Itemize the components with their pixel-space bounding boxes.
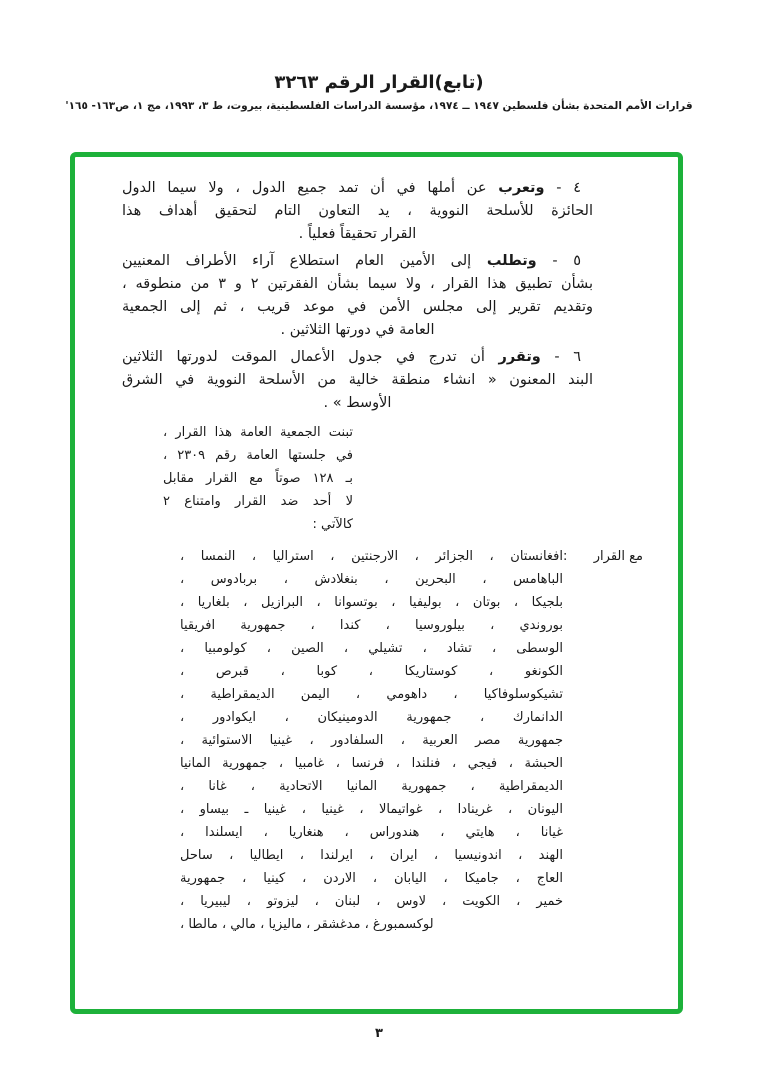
paragraph-4-keyword: وتعرب — [498, 180, 545, 196]
with-resolution-colon: : — [563, 549, 568, 564]
citation-line: قرارات الأمم المتحدة بشأن فلسطين ١٩٤٧ ــ ١٩٧٤، مؤسسة الدراسات الفلسطينية، بيروت، ط ٣، ١٩٩٣، مج ١، ص١٦٣- ١٦٥' — [65, 100, 693, 112]
paragraph-5 — [122, 250, 593, 342]
paragraph-4-text: عن أملها في أن تمد جميع الدول ، ولا سيما الدول — [122, 180, 487, 196]
paragraph-6 — [122, 346, 593, 415]
paragraph-5-text: إلى الأمين العام استطلاع آراء الأطراف المعنيين — [122, 253, 472, 269]
resolution-highlight-box — [70, 152, 683, 1014]
paragraph-6-text: أن تدرج في جدول الأعمال الموقت لدورتها الثلاثين — [122, 349, 485, 365]
page-number: ٣ — [375, 1026, 383, 1041]
paragraph-4-first-line — [122, 177, 593, 200]
paragraph-5-keyword: وتطلب — [486, 253, 537, 269]
page-title: (تابع)القرار الرقم ٣٢٦٣ — [274, 72, 484, 93]
paragraph-4-lines: الحائزة للأسلحة النووية ، يد التعاون التام لتحقيق أهداف هذا القرار تحقيقاً فعلياً . — [122, 203, 593, 242]
country-list: افغانستان ، الجزائر ، الارجنتين ، استراليا ، النمسا ، الباهامس ، البحرين ، بنغلادش ، بربادوس ، بلجيكا ، بوتان ، بوليفيا ، بوتسوانا ، البرازيل ، بلغاريا ، بوروندي ، بيلوروسيا ، كندا ، جمهورية افريقيا الوسطى ، تشاد ، تشيلي ، الصين ، كولومبيا ، الكونغو ، كوستاريكا ، كوبا ، قبرص ، تشيكوسلوفاكيا ، داهومي ، اليمن الديمقراطية ، الدانمارك ، جمهورية الدومينيكان ، ايكوادور ، جمهورية مصر العربية ، السلفادور ، غينيا الاستوائية ، الحبشة ، فيجي ، فنلندا ، فرنسا ، غامبيا ، جمهورية المانيا الديمقراطية ، جمهورية المانيا الاتحادية ، غانا ، اليونان ، غرينادا ، غواتيمالا ، غينيا ، غينيا ـ بيساو ، غيانا ، هايتي ، هندوراس ، هنغاريا ، ايسلندا ، الهند ، اندونيسيا ، ايران ، ايرلندا ، ايطاليا ، ساحل العاج ، جاميكا ، اليابان ، الاردن ، كينيا ، جمهورية خمير ، الكويت ، لاوس ، لبنان ، ليزوتو ، ليبيريا ، لوكسمبورغ ، مدغشقر ، ماليزيا ، مالي ، مالطا ، — [180, 549, 563, 932]
resolution-paragraphs — [122, 177, 593, 415]
paragraph-4-number: ٤ - — [556, 180, 582, 196]
paragraph-6-first-line — [122, 346, 593, 369]
document-header — [0, 72, 758, 112]
paragraph-6-keyword: وتقرر — [498, 349, 541, 365]
paragraph-4 — [122, 177, 593, 246]
paragraph-5-lines: بشأن تطبيق هذا القرار ، ولا سيما بشأن الفقرتين ٢ و ٣ من منطوقه ، وتقديم تقرير إلى مجلس الأمن في موعد قريب ، ثم إلى الجمعية العامة في دورتها الثلاثين . — [122, 276, 593, 338]
with-resolution-label-text: مع القرار — [593, 549, 643, 564]
paragraph-6-lines: البند المعنون « انشاء منطقة خالية من الأسلحة النووية في الشرق الأوسط » . — [122, 372, 593, 411]
with-resolution-section — [180, 545, 643, 936]
paragraph-5-number: ٥ - — [552, 253, 581, 269]
paragraph-6-number: ٦ - — [554, 349, 582, 365]
paragraph-5-first-line — [122, 250, 593, 273]
with-resolution-label — [563, 545, 643, 936]
vote-summary: تبنت الجمعية العامة هذا القرار ، في جلستها العامة رقم ٢٣٠٩ ، بـ ١٢٨ صوتاً مع القرار مقابل لا أحد ضد القرار وامتناع ٢ كالآتي : — [163, 425, 354, 532]
